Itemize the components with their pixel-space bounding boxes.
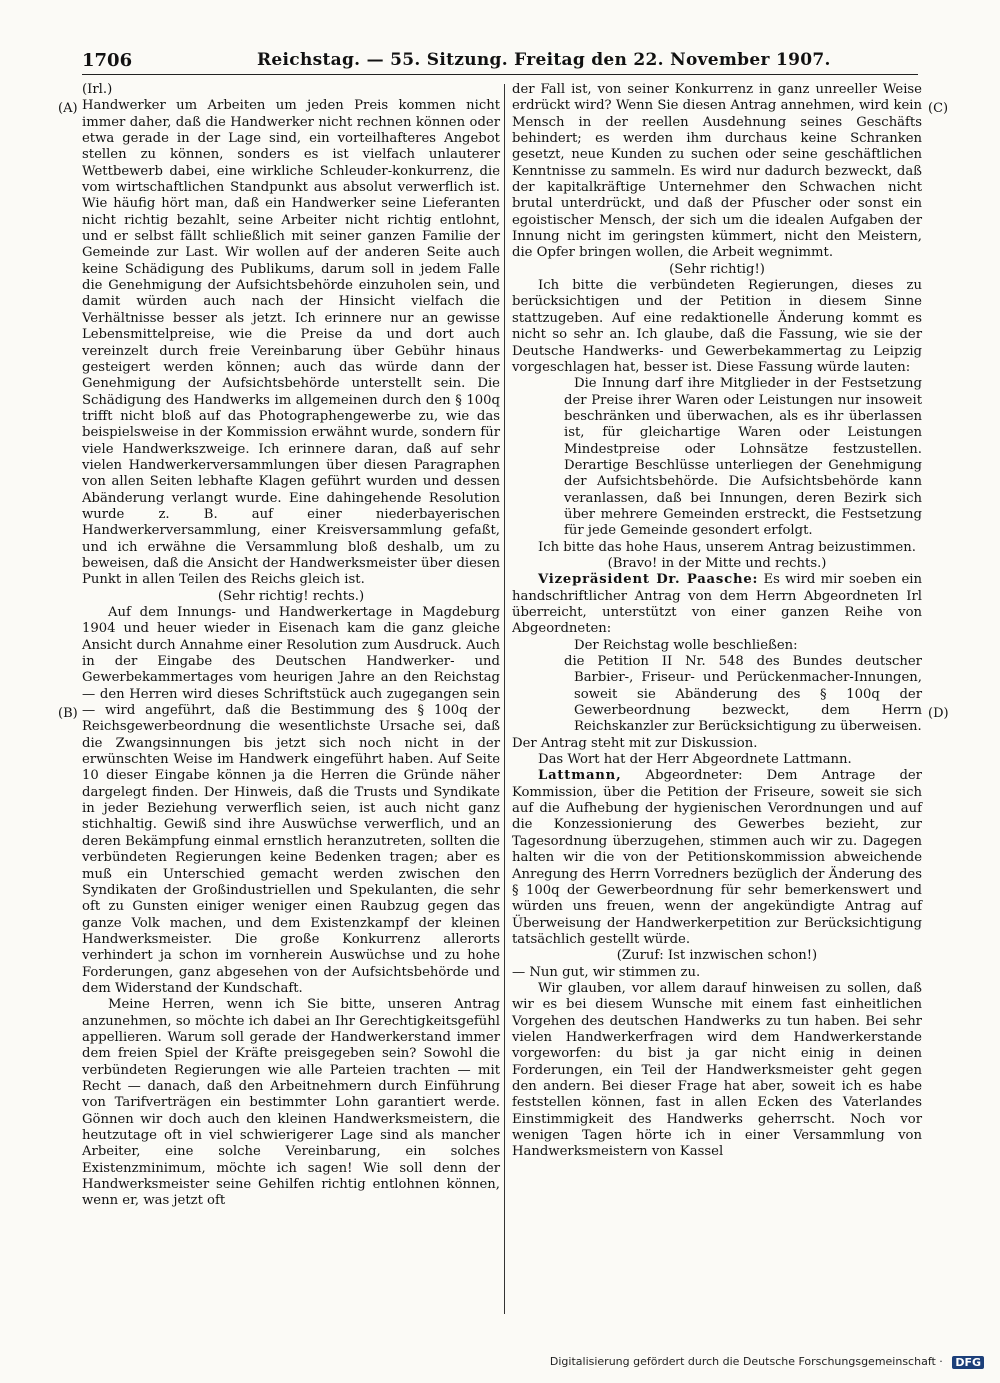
running-head: Reichstag. — 55. Sitzung. Freitag den 22. November 1907. <box>257 50 831 70</box>
speech-text: Es wird mir soeben ein handschriftlicher Antrag von dem Herrn Abgeordneten Irl überreicht, unterstützt von einer ganzen Reihe von Abgeordneten: <box>512 572 922 637</box>
paragraph: Der Reichstag wolle beschließen: <box>574 637 798 653</box>
paragraph: (Sehr richtig! rechts.) <box>217 588 365 604</box>
paragraph: — Nun gut, wir stimmen zu. <box>512 964 701 980</box>
paragraph: der Fall ist, von seiner Konkurrenz in ganz unreeller Weise erdrückt wird? Wenn Sie diesen Antrag annehmen, wird kein Mensch in der reellen Ausdehnung seines Geschäfts behindert; es werden ihm durchaus keine Schranken gesetzt, neue Kunden zu suchen oder seine geschäftlichen Kenntnisse zu sammeln. Es wird nur dadurch bezweckt, daß der kapitalkräftige Unternehmer den Schwachen nicht brutal unterdrückt, und daß der Pfuscher oder sonst ein egoistischer Mensch, der sich um die idealen Aufgaben der Innung nicht im geringsten kümmert, nicht den Meistern, die Opfer bringen wollen, die Arbeit wegnimmt. <box>512 82 922 261</box>
left-column <box>82 82 500 1210</box>
paragraph: (Irl.) <box>82 82 113 97</box>
footer-credit <box>550 1355 984 1369</box>
paragraph: Auf dem Innungs- und Handwerkertage in Magdeburg 1904 und heuer wieder in Eisenach kam die ganz gleiche Ansicht durch Annahme einer Resolution zum Ausdruck. Auch in der Eingabe des Deutschen Handwerker- und Gewerbekammertages vom heurigen Jahre an den Reichstag — den Herren wird dieses Schriftstück auch zugegangen sein — wird angeführt, daß die Bestimmung des § 100q der Reichsgewerbeordnung die wesentlichste Ursache sei, daß die Zwangsinnungen bis jetzt sich noch nicht in der erwünschten Weise im Handwerk eingeführt haben. Auf Seite 10 dieser Eingabe können ja die Herren die Gründe näher dargelegt finden. Der Hinweis, daß die Trusts und Syndikate in jeder Beziehung verwerflich seien, ist auch nicht ganz stichhaltig. Gewiß sind ihre Auswüchse verwerflich, und an deren Bekämpfung einmal ernstlich heranzutreten, sollten die verbündeten Regierungen keine Bedenken tragen; aber es muß ein Unterschied gemacht werden zwischen den Syndikaten der Großindustriellen und Spekulanten, die sehr oft zu Gunsten einiger weniger einen Raubzug gegen das ganze Volk machen, und dem Existenzkampf der kleinen Handwerksmeister. Die große Konkurrenz allerorts verhindert ja schon im vornherein Auswüchse und zu hohe Forderungen, ganz abgesehen von der Aufsichtsbehörde und dem Widerstand der Kundschaft. <box>82 605 500 996</box>
right-column <box>512 82 922 1161</box>
paragraph: Das Wort hat der Herr Abgeordnete Lattmann. <box>538 752 852 768</box>
paragraph: die Petition II Nr. 548 des Bundes deutscher Barbier-, Friseur- und Perückenmacher-Innungen, soweit sie Abänderung des § 100q der Gewerbeordnung bezweckt, dem Herrn Reichskanzler zur Berücksichtigung zu überweisen. <box>564 654 922 735</box>
page-number: 1706 <box>82 50 133 71</box>
paragraph: Meine Herren, wenn ich Sie bitte, unseren Antrag anzunehmen, so möchte ich dabei an Ihr Gerechtigkeitsgefühl appellieren. Warum soll gerade der Handwerkerstand immer dem freien Spiel der Kräfte preisgegeben sein? Sowohl die verbündeten Regierungen wie alle Parteien trachten — mit Recht — danach, daß den Arbeitnehmern durch Einführung von Tarifverträgen ein bestimmter Lohn garantiert werde. Gönnen wir doch auch den kleinen Handwerksmeistern, die heutzutage oft in viel schwierigerer Lage sind als mancher Arbeiter, eine solche Vereinbarung, ein solches Existenzminimum, möchte ich sagen! Wie soll denn der Handwerksmeister seine Gehilfen richtig entlohnen können, wenn er, was jetzt oft <box>82 997 500 1209</box>
paragraph: (Bravo! in der Mitte und rechts.) <box>607 555 827 571</box>
margin-marker-c: (C) <box>928 101 949 116</box>
margin-marker-a: (A) <box>58 101 78 116</box>
dfg-logo: DFG <box>952 1356 984 1369</box>
paragraph <box>512 768 922 948</box>
footer-text: Digitalisierung gefördert durch die Deutsche Forschungsgemeinschaft · <box>549 1355 943 1368</box>
margin-marker-b: (B) <box>58 706 78 721</box>
paragraph <box>512 572 922 637</box>
margin-marker-d: (D) <box>928 706 949 721</box>
page-header <box>82 48 918 75</box>
paragraph: (Zuruf: Ist inzwischen schon!) <box>616 948 818 964</box>
paragraph: Die Innung darf ihre Mitglieder in der Festsetzung der Preise ihrer Waren oder Leistungen nur insoweit beschränken und überwachen, als es ihr überlassen ist, für gleichartige Waren oder Leistungen Mindestpreise oder Lohnsätze festzustellen. Derartige Beschlüsse unterliegen der Genehmigung der Aufsichtsbehörde. Die Aufsichtsbehörde kann veranlassen, daß bei Innungen, deren Bezirk sich über mehrere Gemeinden erstreckt, die Festsetzung für jede Gemeinde gesondert erfolgt. <box>564 376 922 539</box>
paragraph: Handwerker um Arbeiten um jeden Preis kommen nicht immer daher, daß die Handwerker nicht rechnen können oder etwa gerade in der Lage sind, ein vorteilhafteres Angebot stellen zu können, sonders es ist vielfach unlauterer Wettbewerb dabei, eine wirkliche Schleuder-konkurrenz, die vom wirtschaftlichen Standpunkt aus absolut verwerflich ist. Wie häufig hört man, daß ein Handwerker seine Lieferanten nicht richtig bezahlt, seine Arbeiter nicht richtig entlohnt, und er selbst fällt schließlich mit seiner ganzen Familie der Gemeinde zur Last. Wir wollen auf der anderen Seite auch keine Schädigung des Publikums, darum soll in jedem Falle die Genehmigung der Aufsichtsbehörde einzuholen sein, und damit würden auch nach der Hinsicht vielfach die Verhältnisse besser als jetzt. Ich erinnere nur an gewisse Lebensmittelpreise, wie die Preise da und dort auch vereinzelt durch freie Vereinbarung über Gebühr hinaus gesteigert werden können; auch das würde dann der Genehmigung der Aufsichtsbehörde unterstellt sein. Die Schädigung des Handwerks im allgemeinen durch den § 100q trifft nicht bloß auf das Photographengewerbe zu, wie das beispielsweise in der Kommission erwähnt wurde, sondern für viele Handwerkszweige. Ich erinnere daran, daß auf sehr vielen Handwerkerversammlungen über diesen Paragraphen von allen Seiten lebhafte Klagen geführt wurden und dessen Abänderung verlangt wurde. Eine dahingehende Resolution wurde z. B. auf einer niederbayerischen Handwerkerversammlung, einer Kreisversammlung gefaßt, und ich erwähne die Versammlung bloß deshalb, um zu beweisen, daß die Ansicht der Handwerksmeister über diesen Punkt in allen Teilen des Reichs gleich ist. <box>82 98 501 588</box>
paragraph: Der Antrag steht mit zur Diskussion. <box>512 735 758 751</box>
paragraph: Ich bitte die verbündeten Regierungen, dieses zu berücksichtigen und der Petition in diesem Sinne stattzugeben. Auf eine redaktionelle Änderung kommt es nicht so sehr an. Ich glaube, daß die Fassung, wie sie der Deutsche Handwerks- und Gewerbekammertag zu Leipzig vorgeschlagen hat, besser ist. Diese Fassung würde lauten: <box>512 278 922 375</box>
column-divider <box>504 84 505 1314</box>
paragraph: Ich bitte das hohe Haus, unserem Antrag beizustimmen. <box>538 539 916 555</box>
speech-text: Abgeordneter: Dem Antrage der Kommission, über die Petition der Friseure, soweit sie sich auf die Aufhebung der hygienischen Verordnungen und auf die Konzessionierung des Gewerbes bezieht, zur Tagesordnung überzugehen, stimmen auch wir zu. Dagegen halten wir die von der Petitionskommission abweichende Anregung des Herrn Vorredners bezüglich der Änderung des § 100q der Gewerbeordnung für sehr bemerkenswert und würden uns freuen, wenn der angekündigte Antrag auf Überweisung der Handwerkerpetition zur Berücksichtigung tatsächlich gestellt würde. <box>512 768 922 947</box>
speaker-name: Lattmann, <box>538 768 622 784</box>
speaker-name: Vizepräsident Dr. Paasche: <box>538 572 759 588</box>
paragraph: (Sehr richtig!) <box>669 261 765 277</box>
paragraph: Wir glauben, vor allem darauf hinweisen zu sollen, daß wir es bei diesem Wunsche mit einem fast einheitlichen Vorgehen des deutschen Handwerks zu tun haben. Bei sehr vielen Handwerkerfragen wird dem Handwerkerstande vorgeworfen: du bist ja gar nicht einig in deinen Forderungen, ein Teil der Handwerksmeister geht gegen den andern. Bei dieser Frage hat aber, soweit ich es habe feststellen können, fast in allen Ecken des Vaterlandes Einstimmigkeit des Handwerks geherrscht. Noch vor wenigen Tagen hörte ich in einer Versammlung von Handwerksmeistern von Kassel <box>512 980 922 1160</box>
